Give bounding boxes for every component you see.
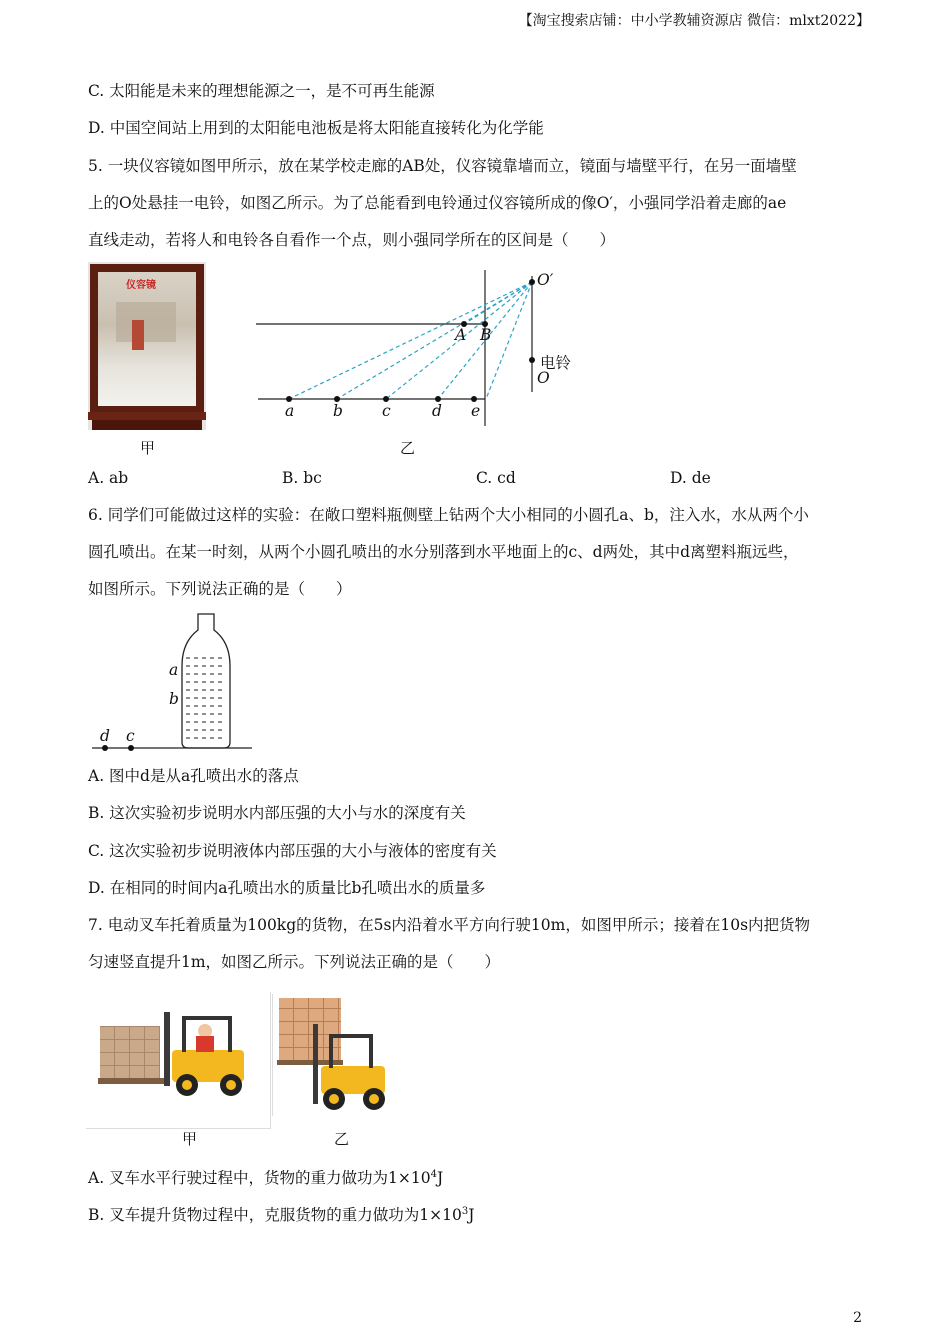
q4-option-d: D. 中国空间站上用到的太阳能电池板是将太阳能直接转化为化学能 [88,119,544,137]
label-hole-a: a [169,661,179,679]
label-point-b: b [333,402,343,420]
q7-option-a [88,1164,443,1189]
q7-stem-line1: 7. 电动叉车托着质量为100kg的货物，在5s内沿着水平方向行驶10m，如图甲所示；接着在10s内把货物 [88,916,811,934]
q7-option-a-text: A. 叉车水平行驶过程中，货物的重力做功为1×10 [88,1169,431,1188]
label-point-a: a [285,402,295,420]
q5-option-b: B. bc [282,469,322,487]
page-header: 【淘宝搜索店铺：中小学教辅资源店 微信：mlxt2022】 [518,13,870,29]
label-point-d6: d [100,727,110,745]
q5-stem-line3: 直线走动，若将人和电铃各自看作一个点，则小强同学所在的区间是（ ） [88,231,616,249]
forklift-jia-image [86,992,271,1129]
q7-option-b [88,1201,474,1226]
label-a-point: A [455,326,467,344]
page-number: 2 [853,1310,862,1326]
q7-option-b-text: B. 叉车提升货物过程中，克服货物的重力做功为1×10 [88,1206,462,1225]
q5-stem-line1: 5. 一块仪容镜如图甲所示，放在某学校走廊的AB处，仪容镜靠墙而立，镜面与墙壁平行，在另一面墙壁 [88,157,797,175]
q5-stem-line2: 上的O处悬挂一电铃，如图乙所示。为了总能看到电铃通过仪容镜所成的像O′，小强同学沿着走廊的ae [88,194,787,212]
q5-option-d: D. de [670,469,711,487]
label-point-c6: c [126,727,135,745]
q6-option-a: A. 图中d是从a孔喷出水的落点 [88,767,299,785]
label-point-d: d [432,402,442,420]
q6-stem-line1: 6. 同学们可能做过这样的实验：在敞口塑料瓶侧壁上钻两个大小相同的小圆孔a、b，注入水，水从两个小 [88,506,809,524]
mirror-label: 仪容镜 [126,280,156,291]
fig5-jia-caption: 甲 [140,439,156,457]
q7-option-a-exponent: 4 [430,1169,437,1180]
q6-stem-line2: 圆孔喷出。在某一时刻，从两个小圆孔喷出的水分别落到水平地面上的c、d两处，其中d离塑料瓶远些， [88,543,799,561]
bottle-diagram [88,608,258,754]
q4-option-c: C. 太阳能是未来的理想能源之一，是不可再生能源 [88,82,435,100]
mirror-photo [88,262,206,430]
label-hole-b: b [169,690,179,708]
fig5-yi-caption: 乙 [400,439,416,457]
q5-option-a: A. ab [88,469,129,487]
q7-option-b-unit: J [468,1206,475,1225]
label-b-point: B [480,326,492,344]
q6-option-b: B. 这次实验初步说明水内部压强的大小与水的深度有关 [88,804,466,822]
label-point-e: e [471,402,481,420]
q6-option-c: C. 这次实验初步说明液体内部压强的大小与液体的密度有关 [88,842,497,860]
q6-stem-line3: 如图所示。下列说法正确的是（ ） [88,580,352,598]
q5-option-c: C. cd [476,469,516,487]
label-o-prime: O′ [537,271,554,289]
forklift-yi-image [272,994,397,1116]
label-o: O [537,369,550,387]
label-bell: 电铃 [540,354,572,372]
q7-option-b-exponent: 3 [461,1206,469,1217]
q7-stem-line2: 匀速竖直提升1m，如图乙所示。下列说法正确的是（ ） [88,953,501,971]
fig7-jia-caption: 甲 [182,1130,198,1148]
q6-option-d: D. 在相同的时间内a孔喷出水的质量比b孔喷出水的质量多 [88,879,486,897]
label-point-c: c [382,402,391,420]
fig7-yi-caption: 乙 [334,1130,350,1148]
q7-option-a-unit: J [437,1169,444,1188]
